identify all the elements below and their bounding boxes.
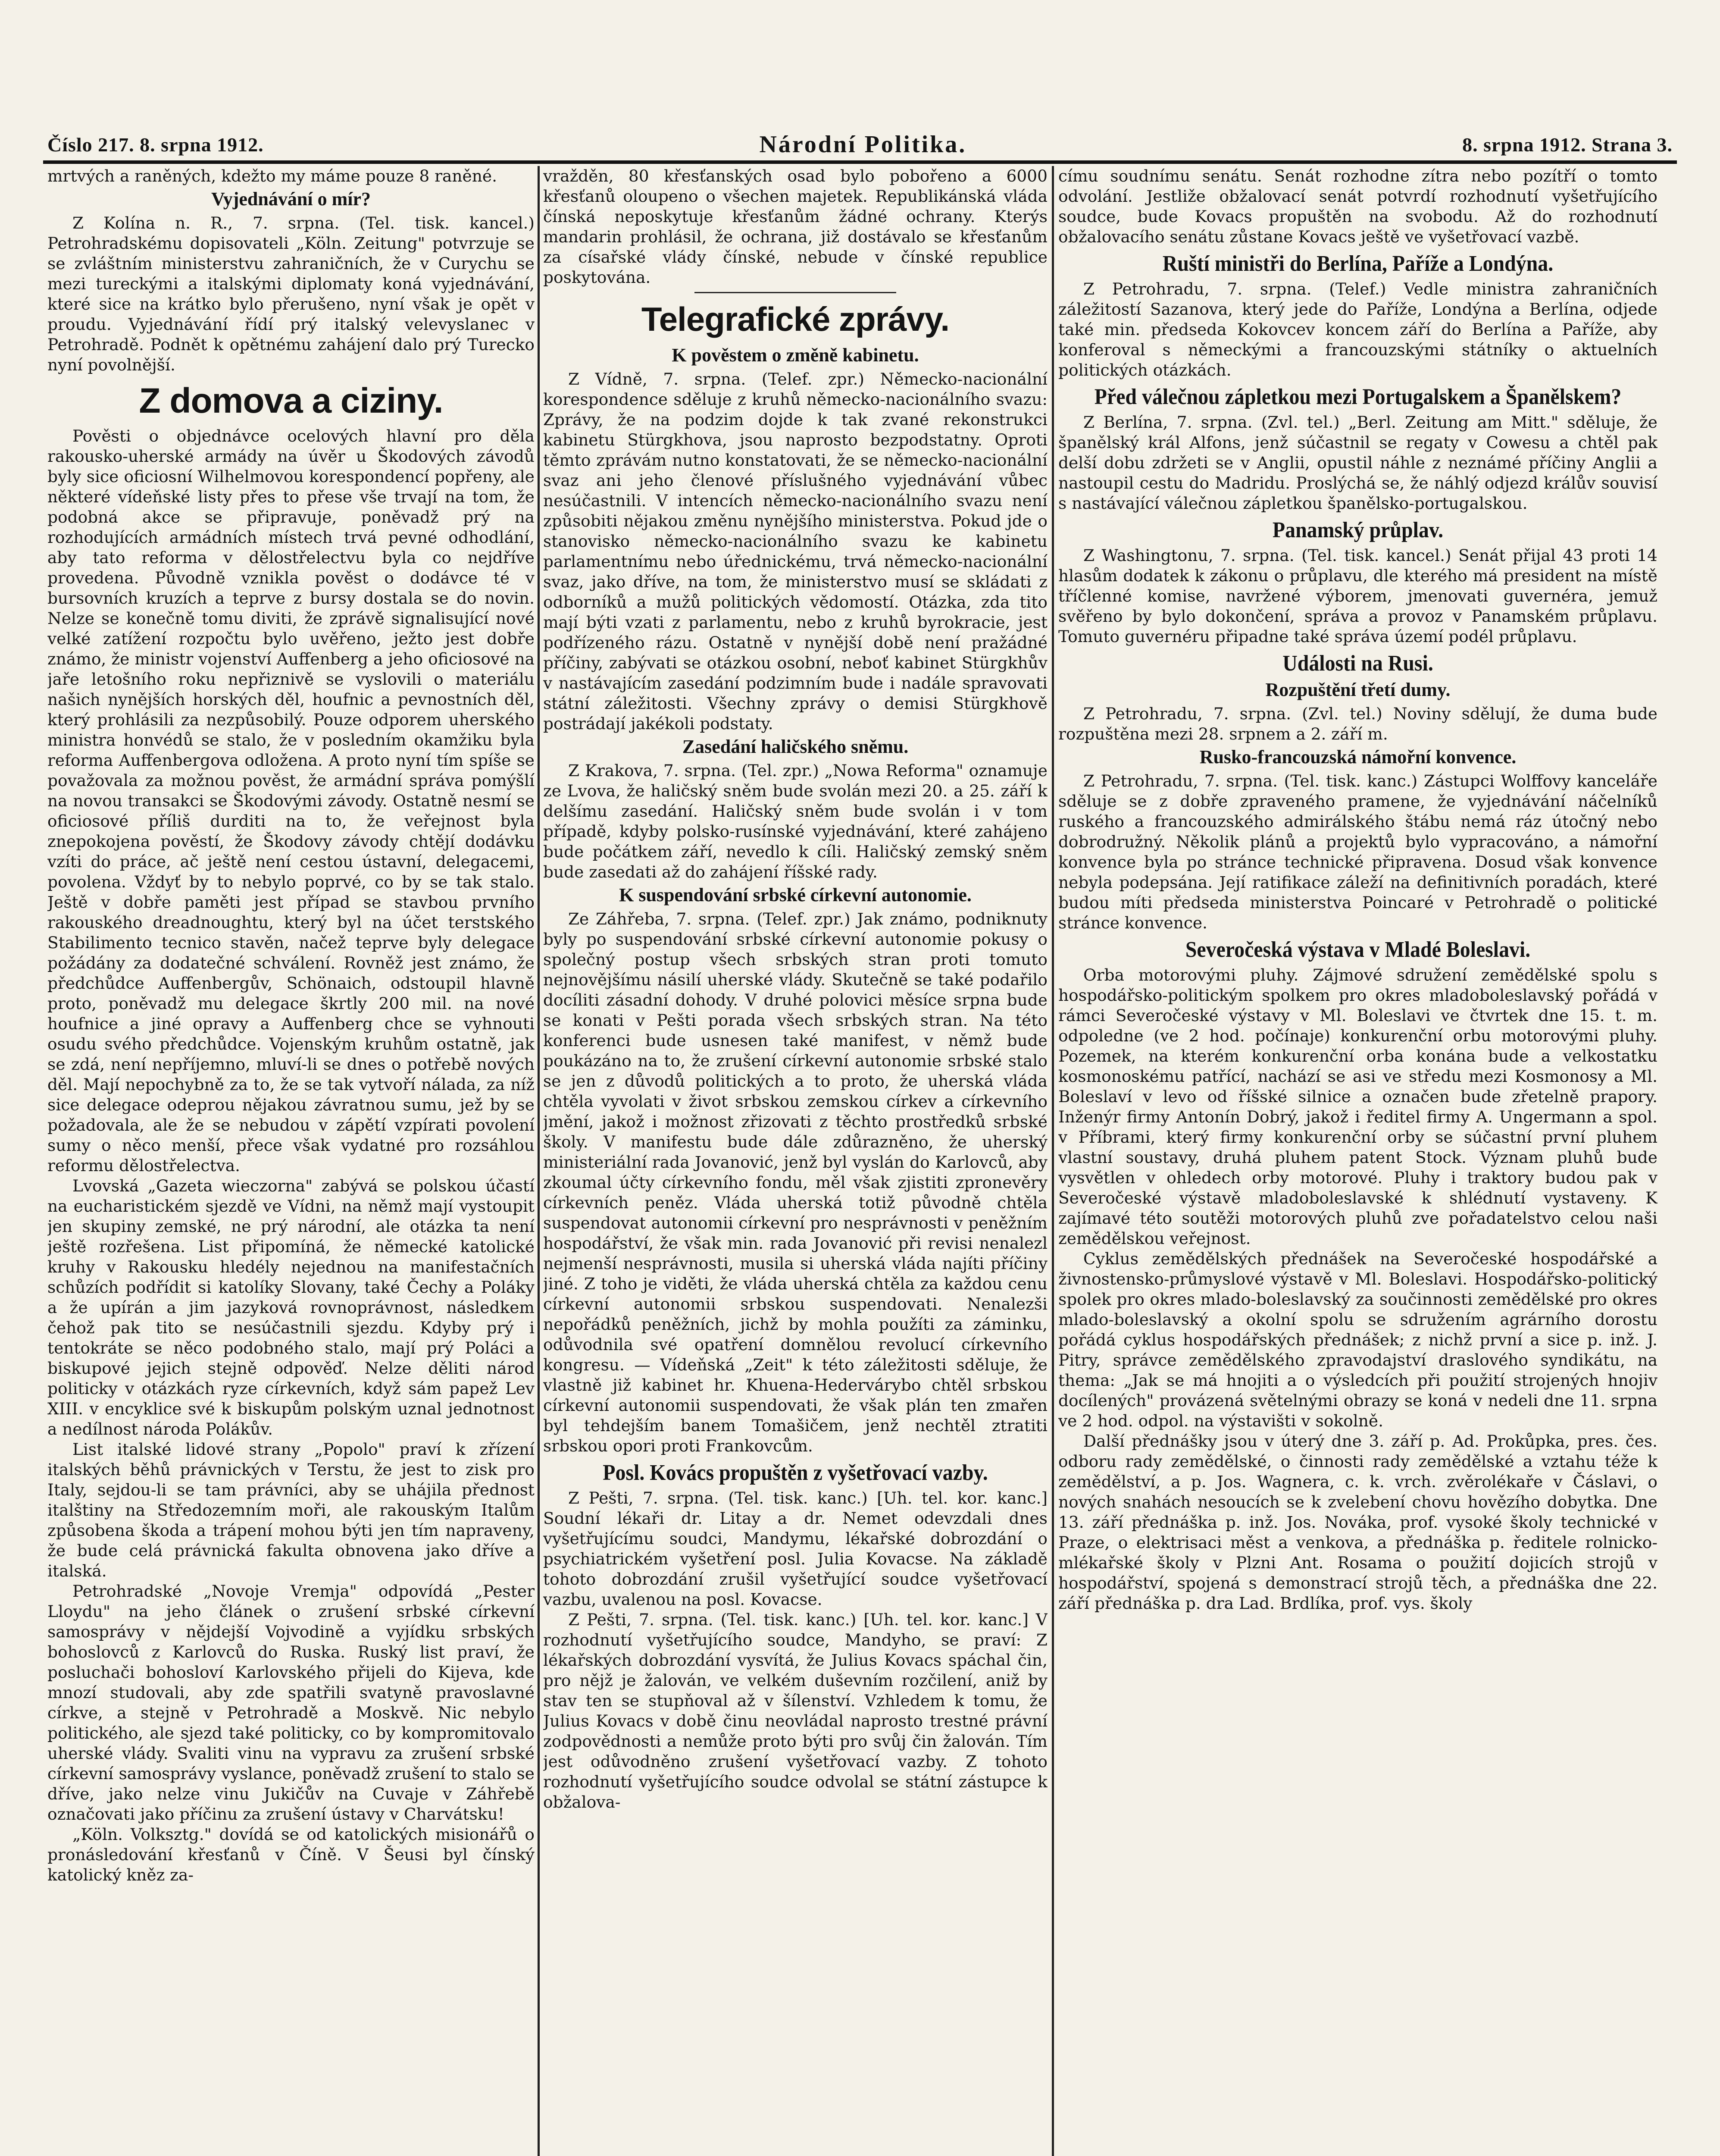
article-subheadline: Rusko-francouzská námořní konvence. (1199, 746, 1517, 768)
article-paragraph: Petrohradské „Novoje Vremja" odpovídá „Pester Lloydu" na jeho článek o zrušení srbské církevní samosprávy v nějdejší Vojvodině a vyjídku srbských bohoslovců z Karlovců do Ruska. Ruský list praví, že posluchači bohosloví Karlovského přijeli do Kijeva, kde mnozí studovali, aby zde spatřili svatyně pravoslavné církve, a stejně v Petrohradě a Moskvě. Nic nebylo politického, ale sjezd také politicky, co by kompromitovalo uherské vlády. Svaliti vinu na vypravu za zrušení srbské církevní samosprávy vyslance, poněvadž zrušení to stalo se dříve, jako nelze vinu Jukičův na Cuvaje v Záhřebě označovati jako příčinu za zrušení ústavy v Charvátsku! (47, 1582, 535, 1824)
column-divider (538, 166, 540, 2156)
article-paragraph: Lvovská „Gazeta wieczorna" zabývá se polskou účastí na eucharistickém sjezdě ve Vídni, na němž mají vystoupit jen skupiny zemské, ne prý národní, ale otázka ta není ještě rozřešena. List připomíná, že německé katolické kruhy v Rakousku hledély nejednou na manifestačních schůzích podřídit si katolíky Slovany, také Čechy a Poláky a že upírán a jim jazyková rovnoprávnost, následkem čehož pak tito se nesúčastnili sjezdu. Kdyby prý i tentokráte se něco podobného stalo, mají prý Poláci a biskupové jejich stejně odpověď. Nelze děliti národ politicky v otázkách ryze církevních, když sám papež Lev XIII. v encyklice své k biskupům polským uznal jednotnost a nedílnost národa Polákův. (47, 1176, 535, 1438)
article-headline: Vyjednávání o mír? (211, 188, 371, 210)
article-headline: Zasedání haličského sněmu. (682, 736, 909, 757)
article-headline: Před válečnou zápletkou mezi Portugalskem a Španělskem? (1094, 385, 1622, 409)
article-paragraph: „Köln. Volksztg." dovídá se od katolických misionářů o pronásledování křesťanů v Číně. V Šeusi byl čínský katolický kněz za- (47, 1825, 535, 1884)
article-paragraph: Z Petrohradu, 7. srpna. (Telef.) Vedle ministra zahraničních záležitostí Sazanova, který jede do Paříže, Londýna a Berlína, odjede také min. předseda Kokovcev koncem září do Berlína a Paříže, aby konferoval s německými a francouzskými státníky o aktuelních politických otázkách. (1058, 279, 1657, 379)
page-header (47, 129, 1673, 160)
article-headline: Události na Rusi. (1282, 651, 1433, 676)
column-2 (543, 166, 1048, 2156)
article-paragraph: Ze Záhřeba, 7. srpna. (Telef. zpr.) Jak známo, podniknuty byly po suspendování srbské církevní autonomie pokusy o společný postup všech srbských stran proti tomuto nejnovějšímu násilí uherské vlády. Skutečně se také podařilo docíliti zásadní dohody. V druhé polovici měsíce srpna bude se konati v Pešti porada všech srbských stran. Na této konferenci bude usnesen také manifest, v němž bude poukázáno na to, že zrušení církevní autonomie srbské stalo se jen z důvodů politických a to proto, že uherská vláda chtěla vyvolati v život srbskou zemskou církev a církevního jmění, jakož i možnost zřizovati z těchto prostředků srbské školy. V manifestu bude dále zdůrazněno, že uherský ministeriální rada Jovanović, jenž byl vyslán do Karlovců, aby zkoumal účty církevního fondu, měl však zjistiti zpronevěry církevních peněz. Vláda uherská totiž původně chtěla suspendovat autonomii církevní pro nesprávnosti v peněžním hospodářství, že však min. rada Jovanović při revisi nenalezl nejmenší nesprávnosti, musila si uherská vláda najíti příčiny jiné. Z toho je viděti, že vláda uherská chtěla za každou cenu církevní autonomii srbskou suspendovati. Nenalezši nepořádků peněžních, jichž by mohla použíti za záminku, odůvodnila své opatření domnělou revolucí církevního kongresu. — Vídeňská „Zeit" k této záležitosti sděluje, že vlastně již kabinet hr. Khuena-Hedervárybo chtěl srbskou církevní autonomii suspendovati, že však plán ten zmařen byl tehdejším banem Tomašičem, jenž nechtěl ztratiti srbskou opori proti Frankovcům. (543, 909, 1048, 1455)
date-page-number: 8. srpna 1912. Strana 3. (1462, 133, 1673, 156)
article-headline: Posl. Kovács propuštěn z vyšetřovací vazby. (603, 1460, 988, 1485)
divider (694, 292, 896, 293)
article-paragraph: Další přednášky jsou v úterý dne 3. září p. Ad. Prokůpka, pres. čes. odboru rady zemědělské, o činnosti rady zemědělské a vztahu téže k zemědělství, a p. Jos. Wagnera, c. k. vrch. zvěrolékaře v Čáslavi, o nových snahách nesoucích se k zvelebení chovu hovězího dobytka. Dne 13. září přednáška p. inž. Jos. Nováka, prof. vysoké školy technické v Praze, o elektrisaci měst a venkova, a přednáška p. ředitele rolnicko-mlékařské školy v Plzni Ant. Rosama o použití dojicích strojů v hospodářství, spojená s demonstrací strojů těch, a přednáška dne 22. září přednáška p. dra Lad. Brdlíka, prof. vys. školy (1058, 1432, 1657, 1613)
article-paragraph: Z Washingtonu, 7. srpna. (Tel. tisk. kancel.) Senát přijal 43 proti 14 hlasům dodatek k zákonu o průplavu, dle kterého má president na místě tříčlenné komise, navržené výborem, jmenovati guvernéra, jemuž svěřeno by bylo dokončení, správa a provoz v Panamském průplavu. Tomuto guvernéru připadne také správa území podél průplavu. (1058, 546, 1657, 646)
article-headline: Severočeská výstava v Mladé Boleslavi. (1185, 937, 1531, 962)
masthead-title: Národní Politika. (759, 131, 967, 158)
article-headline: Panamský průplav. (1272, 518, 1444, 542)
section-headline: Telegrafické zprávy. (641, 300, 950, 338)
article-subheadline: Rozpuštění třetí dumy. (1265, 679, 1451, 700)
continued-paragraph: címu soudnímu senátu. Senát rozhodne zítra nebo pozítří o tomto odvolání. Jestliže obžalovací senát potvrdí rozhodnutí vyšetřujícího soudce, bude Kovacs propuštěn na svobodu. Až do rozhodnutí obžalovacího senátu zůstane Kovacs ještě ve vyšetřovací vazbě. (1058, 166, 1657, 246)
column-1 (47, 166, 535, 2156)
article-paragraph: Z Krakova, 7. srpna. (Tel. zpr.) „Nowa Reforma" oznamuje ze Lvova, že haličský sněm bude svolán mezi 20. a 25. září k delšímu zasedání. Haličský sněm bude svolán i v tom případě, kdyby polsko-rusínské vyjednávání, které zahájeno bude počátkem září, nevedlo k cíli. Haličský zemský sněm bude zasedati až do zahájení říšské rady. (543, 761, 1048, 881)
article-paragraph: Pověsti o objednávce ocelových hlavní pro děla rakousko-uherské armády na úvěr u Škodových závodů byly sice oficiosní Wilhelmovou korespondencí popřeny, ale některé vídeňské listy přes to přese vše trvají na tom, že podobná akce se připravuje, poněvadž prý na rozhodujících armádních místech trvá pevné odhodlání, aby tato reforma v dělostřelectvu byla co nejdříve provedena. Původně vznikla pověst o dodávce té v bursovních kruzích a teprve z bursy dostala se do novin. Nelze se konečně tomu diviti, že zprávě signalisující nové velké zatížení rozpočtu bylo uvěřeno, ježto jest dobře známo, že ministr vojenství Auffenberg a jeho oficiosové na jaře letošního roku nepřiznivě se vyslovili o materiálu našich nynějších horských děl, houfnic a pevnostních děl, který prohlásili za nezpůsobilý. Pouze odporem uherského ministra honvédů se stalo, že v posledním okamžiku byla reforma Auffenbergova odložena. A proto nyní tím spíše se považovala za možnou pověst, že armádní správa pomýšlí na novou transakci se Škodovými závody. Ostatně nesmí se oficiosové příliš durditi na to, že veřejnost byla znepokojena pověstí, že Škodovy závody chtějí dodávku vzíti do práce, ač ještě není cestou ústavní, delegacemi, povolena. Vždyť by to nebylo poprvé, co by se tak stalo. Ještě v dobře paměti jest případ se stavbou prvního rakouského dreadnoughtu, který byl na účet terstského Stabilimento tecnico stavěn, načež teprve byly delegace požádány za dodatečné schválení. Rovněž jest známo, že předchůdce Auffenbergův, Schönaich, odstoupil hlavně proto, poněvadž mu delegace škrtly 200 mil. na nové houfnice a jiné opravy a Auffenberg chce se vyhnouti osudu svého předchůdce. Vojenským kruhům ostatně, jak se zdá, není nepříjemno, mluví-li se dnes o potřebě nových děl. Mají nepochybně za to, že se tak vytvoří nálada, za níž sice delegace odeprou nějakou závratnou sumu, jež by se požadovala, ale že se nebudou v zápětí vzpírati povolení sumy o něco menší, přece však vydatné pro rozsáhlou reformu dělostřelectva. (47, 426, 535, 1175)
continued-paragraph: mrtvých a raněných, kdežto my máme pouze 8 raněné. (47, 166, 497, 185)
continued-paragraph: vražděn, 80 křesťanských osad bylo pobořeno a 6000 křesťanů oloupeno o všechen majetek. Republikánská vláda čínská neposkytuje křesťanům žádné ochrany. Kterýs mandarin prohlásil, že ochrana, již dostávalo se křesťanům za císařské vlády čínské, nebude v čínské republice poskytována. (543, 166, 1048, 287)
article-paragraph: Z Pešti, 7. srpna. (Tel. tisk. kanc.) [Uh. tel. kor. kanc.] V rozhodnutí vyšetřujícího soudce, Mandyho, se praví: Z lékařských dobrozdání vysvítá, že Julius Kovacs spáchal čin, pro nějž je žalován, ve velkém duševním rozčilení, aniž by stav ten se stupňoval až v šílenství. Vzhledem k tomu, že Julius Kovacs v době činu neovládal naprosto trestné právní zodpovědnosti a nemůže proto býti pro svůj čin žalován. Tím jest odůvodněno zrušení vyšetřovací vazby. Z tohoto rozhodnutí vyšetřujícího soudce odvolal se státní zástupce k obžalova- (543, 1610, 1048, 1811)
column-divider (1052, 166, 1054, 2156)
article-headline: K suspendování srbské církevní autonomie. (619, 884, 972, 906)
article-paragraph: Orba motorovými pluhy. Zájmové sdružení zemědělské spolu s hospodářsko-politickým spolkem pro okres mladoboleslavský pořádá v rámci Severočeské výstavy v Ml. Boleslavi ve čtvrtek dne 15. t. m. odpoledne (ve 2 hod. počínaje) konkurenční orbu motorovými pluhy. Pozemek, na kterém konkurenční orba konána bude a velkostatku kosmonoskému patřící, nachází se asi ve středu mezi Kosmonosy a Ml. Boleslaví v levo od říšské silnice a označen bude zřetelně prapory. Inženýr firmy Antonín Dobrý, jakož i ředitel firmy A. Ungermann a spol. v Příbrami, který firmy konkurenční orby se súčastní první pluhem vlastní soustavy, druhá pluhem patent Stock. Význam pluhů bude vysvětlen v ohledech orby motorové. Pluhy i traktory budou pak v Severočeské výstavě mladoboleslavské k shlédnutí vystaveny. K zajímavé této soutěži motorových pluhů zve pořadatelstvo celou naši zemědělskou veřejnost. (1058, 965, 1657, 1248)
article-paragraph: List italské lidové strany „Popolo" praví k zřízení italských běhů právnických v Terstu, že jest to zisk pro Italy, sejdou-li se tam právníci, aby se uhájila přednost italštiny na Středozemním moři, ale rakouským Italům způsobena škoda a trápení mohou býti jen tím napraveny, že bude celá právnická fakulta obnovena jako dříve a italská. (47, 1440, 535, 1580)
article-headline: Ruští ministři do Berlína, Paříže a Londýna. (1162, 251, 1554, 276)
article-paragraph: Z Vídně, 7. srpna. (Telef. zpr.) Německo-nacionální korespondence sděluje z kruhů německo-nacionálního svazu: Zprávy, že na podzim dojde k tak zvané rekonstrukci kabinetu Stürgkhova, jsou naprosto bezpodstatny. Oproti těmto zprávám nutno konstatovati, že se německo-nacionální svaz ani jeho členové příslušného vyjednávání vůbec nesúčastnili. V intencích německo-nacionálního svazu není způsobiti nějakou změnu nynějšího ministerstva. Pokud jde o stanovisko německo-nacionálního svazu ke kabinetu parlamentnímu nebo úřednickému, trvá německo-nacionální svaz, jako dříve, na tom, že ministerstvo musí se skládati z odborníků a mužů politických vědomostí. Otázka, zda tito mají býti vzati z parlamentu, nebo z kruhů byrokracie, jest podřízeného rázu. Ostatně v nynější době není pražádné příčiny, zabývati se otázkou osobní, neboť kabinet Stürgkhův v nastávajícím zasedání podzimním bude i nadále spravovati státní záležitosti. Všechny zprávy o demisi Stürgkhově postrádají jakékoli podstaty. (543, 370, 1048, 733)
article-paragraph: Z Pešti, 7. srpna. (Tel. tisk. kanc.) [Uh. tel. kor. kanc.] Soudní lékaři dr. Litay a dr. Nemet odevzdali dnes vyšetřujícímu soudci, Mandymu, lékařské dobrozdání o psychiatrickém vyšetření posl. Julia Kovacse. Na základě tohoto dobrozdání zrušil vyšetřující soudce vyšetřovací vazbu, uvalenou na posl. Kovacse. (543, 1489, 1048, 1609)
header-rule (43, 160, 1677, 164)
article-paragraph: Z Berlína, 7. srpna. (Zvl. tel.) „Berl. Zeitung am Mitt." sděluje, že španělský král Alfons, jenž súčastnil se regaty v Cowesu a chtěl pak delší dobu zdržeti se v Anglii, opustil náhle z neznámé příčiny Anglii a nastoupil cestu do Madridu. Proslýchá se, že náhlý odjezd králův souvisí s nastávající válečnou zápletkou španělsko-portugalskou. (1058, 413, 1657, 513)
column-3 (1058, 166, 1657, 2156)
article-paragraph: Z Petrohradu, 7. srpna. (Tel. tisk. kanc.) Zástupci Wolffovy kanceláře sděluje se z dobře zpraveného pramene, že vyjednávání náčelníků ruského a francouzského admirálského štábu nemá ráz útočný nebo dobrodružný. Několik plánů a projektů bylo vypracováno, a námořní konvence byla po stránce technické připravena. Dosud však konvence nebyla podepsána. Její ratifikace záleží na definitivních poradách, které budou míti předseda ministerstva Poincaré v Petrohradě o politické stránce konvence. (1058, 771, 1657, 932)
article-paragraph: Z Kolína n. R., 7. srpna. (Tel. tisk. kancel.) Petrohradskému dopisovateli „Köln. Zeitung" potvrzuje se se zvláštním ministerstvu zahraničních, že v Curychu se mezi tureckými a italskými diplomaty koná vyjednávání, které sice na krátko bylo přerušeno, nyní však je opět v proudu. Vyjednávání řídí prý italský velevyslanec v Petrohradě. Podnět k opětnému zahájení dalo prý Turecko nyní povolnější. (47, 213, 535, 374)
article-paragraph: Z Petrohradu, 7. srpna. (Zvl. tel.) Noviny sdělují, že duma bude rozpuštěna mezi 28. srpnem a 2. září m. (1058, 704, 1657, 743)
section-headline: Z domova a ciziny. (139, 381, 443, 420)
article-paragraph: Cyklus zemědělských přednášek na Severočeské hospodářské a živnostensko-průmyslové výstavě v Ml. Boleslavi. Hospodářsko-politický spolek pro okres mlado-boleslavský za součinnosti zemědělské pro okres mlado-boleslavský a okolní spolu se sdružením agrárního dorostu pořádá cyklus hospodářských přednášek; z nichž první a sice p. inž. J. Pitry, správce zemědělského zpravodajství draslového syndikátu, na thema: „Jak se má hnojiti a o výsledcích při použití strojených hnojiv docílených" provázená světelnými obrazy se koná v nedeli dne 11. srpna ve 2 hod. odpol. na výstavišti v sokolně. (1058, 1249, 1657, 1430)
issue-number-date: Číslo 217. 8. srpna 1912. (47, 133, 264, 156)
article-headline: K pověstem o změně kabinetu. (672, 345, 919, 366)
